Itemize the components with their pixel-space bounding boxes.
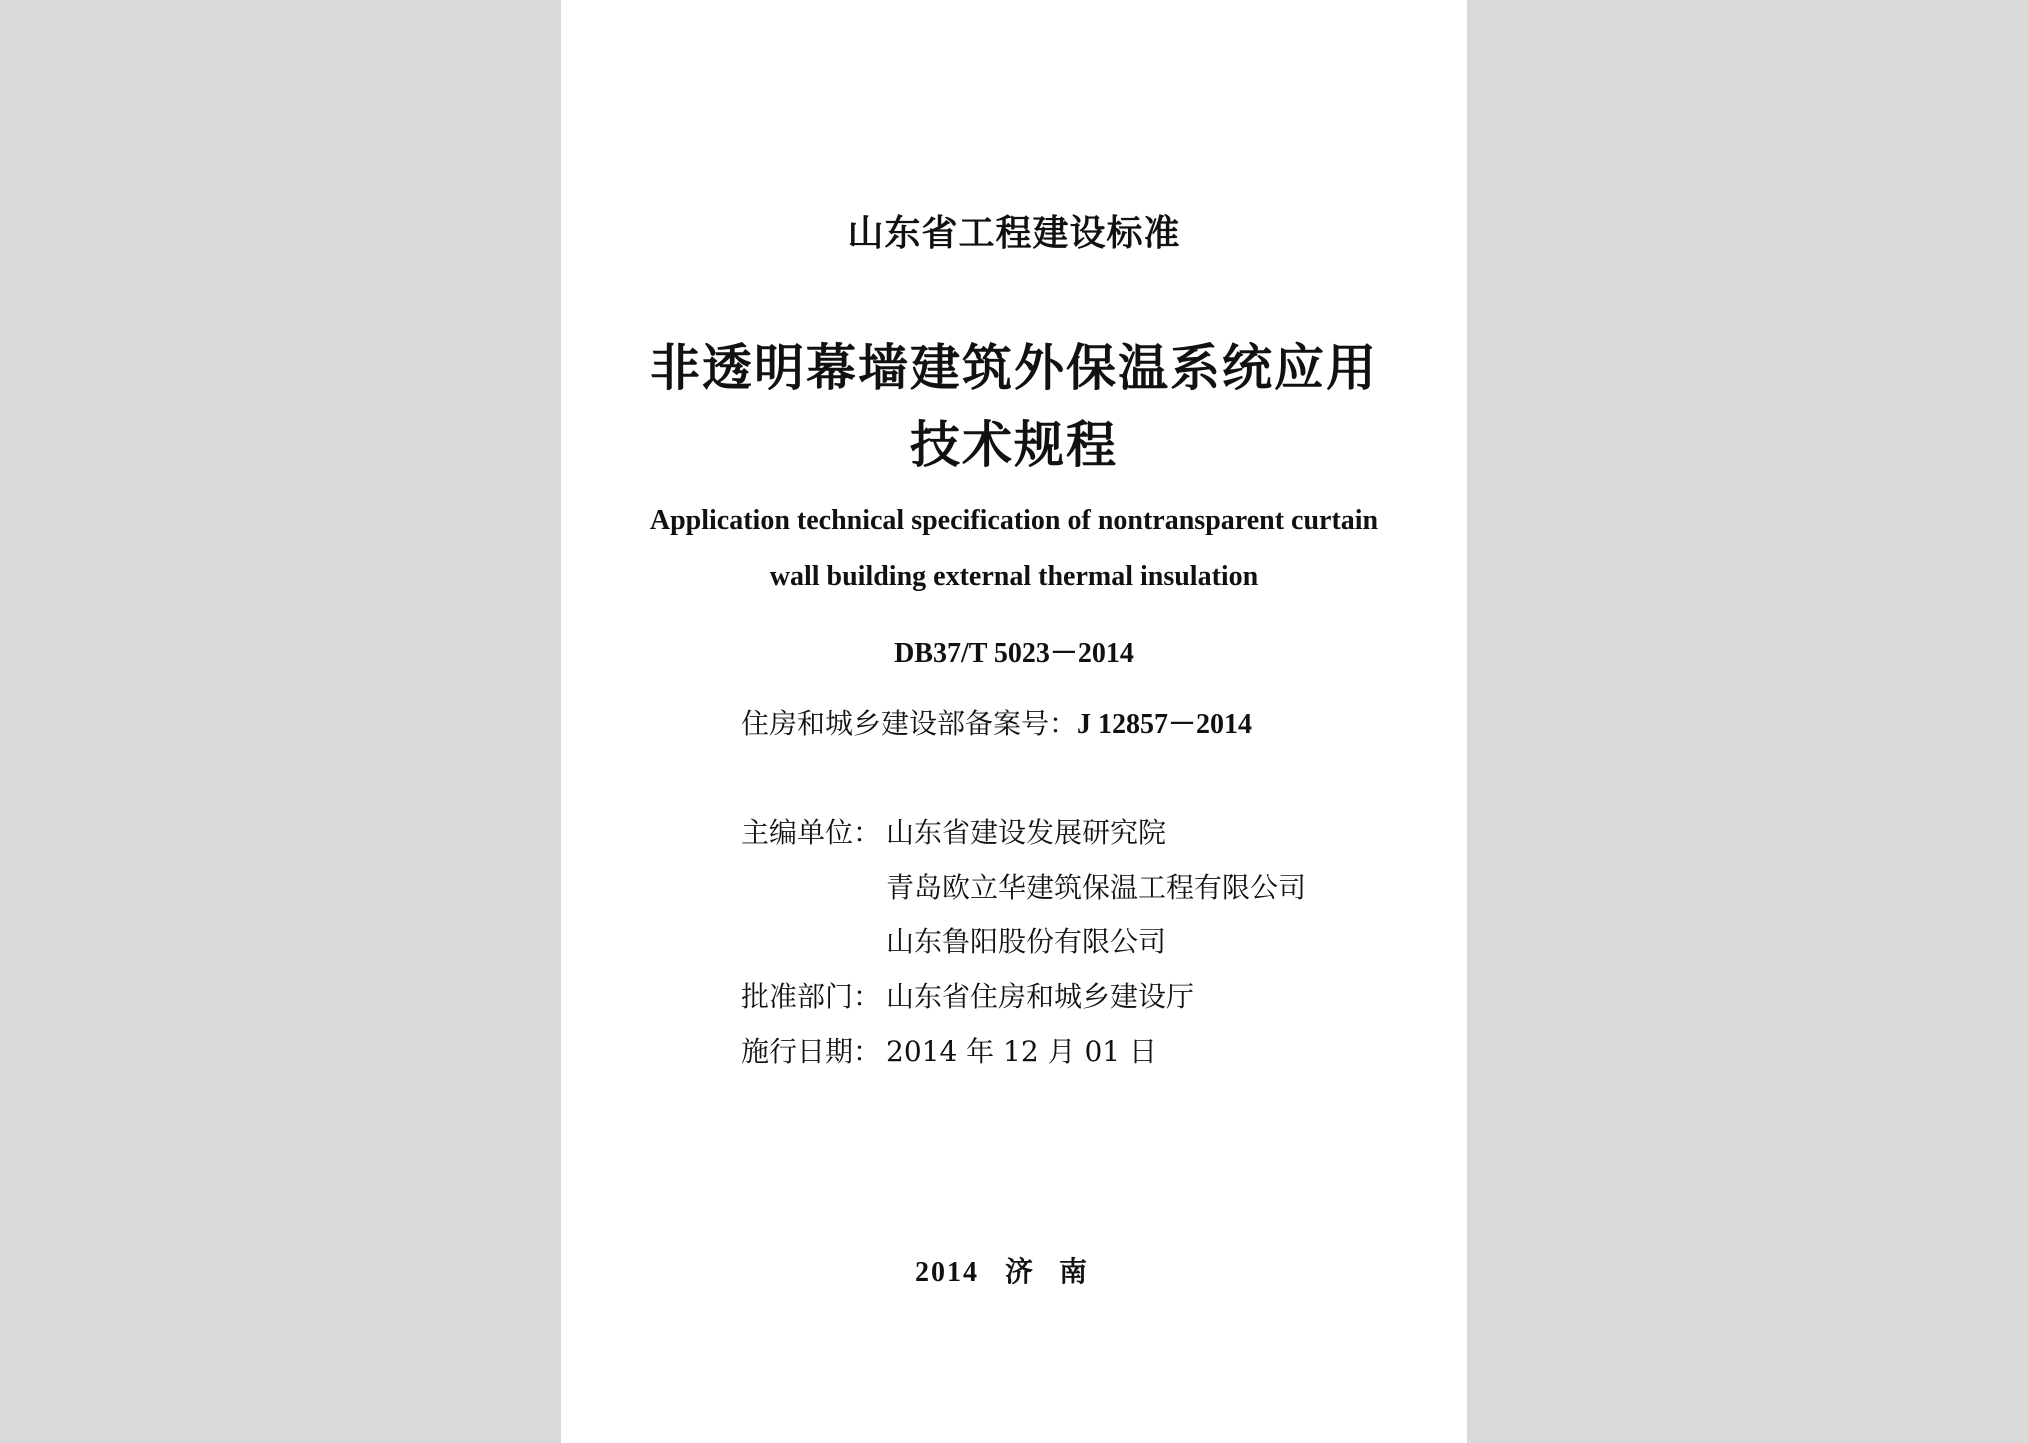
- effective-date: 2014 年 12 月 01 日: [886, 1035, 1158, 1068]
- document-page: [561, 0, 1467, 1443]
- chief-editor-3: 山东鲁阳股份有限公司: [886, 925, 1167, 958]
- standard-series: 山东省工程建设标准: [847, 213, 1181, 254]
- approval-dept: 山东省住房和城乡建设厅: [886, 980, 1195, 1013]
- record-number-line: [741, 702, 1252, 742]
- footer-year: 2014: [914, 1257, 979, 1288]
- chief-editor-1: 山东省建设发展研究院: [886, 816, 1167, 849]
- approval-label: 批准部门：: [741, 980, 882, 1013]
- title-zh-line2: 技术规程: [910, 416, 1118, 474]
- title-en-line1: Application technical specification of nontransparent curtain: [649, 505, 1379, 536]
- standard-code: DB37/T 5023－2014: [894, 638, 1134, 669]
- title-en-line2: wall building external thermal insulation: [769, 561, 1259, 592]
- chief-editor-label: 主编单位：: [741, 816, 882, 849]
- footer-city: 济南: [1004, 1255, 1113, 1288]
- chief-editor-2: 青岛欧立华建筑保温工程有限公司: [886, 871, 1307, 904]
- publication-footer: [561, 1250, 1467, 1290]
- record-label: 住房和城乡建设部备案号：: [741, 707, 1078, 740]
- record-number: J 12857－2014: [1077, 709, 1253, 740]
- title-zh-line1: 非透明幕墙建筑外保温系统应用: [650, 339, 1378, 397]
- effective-label: 施行日期：: [741, 1035, 882, 1068]
